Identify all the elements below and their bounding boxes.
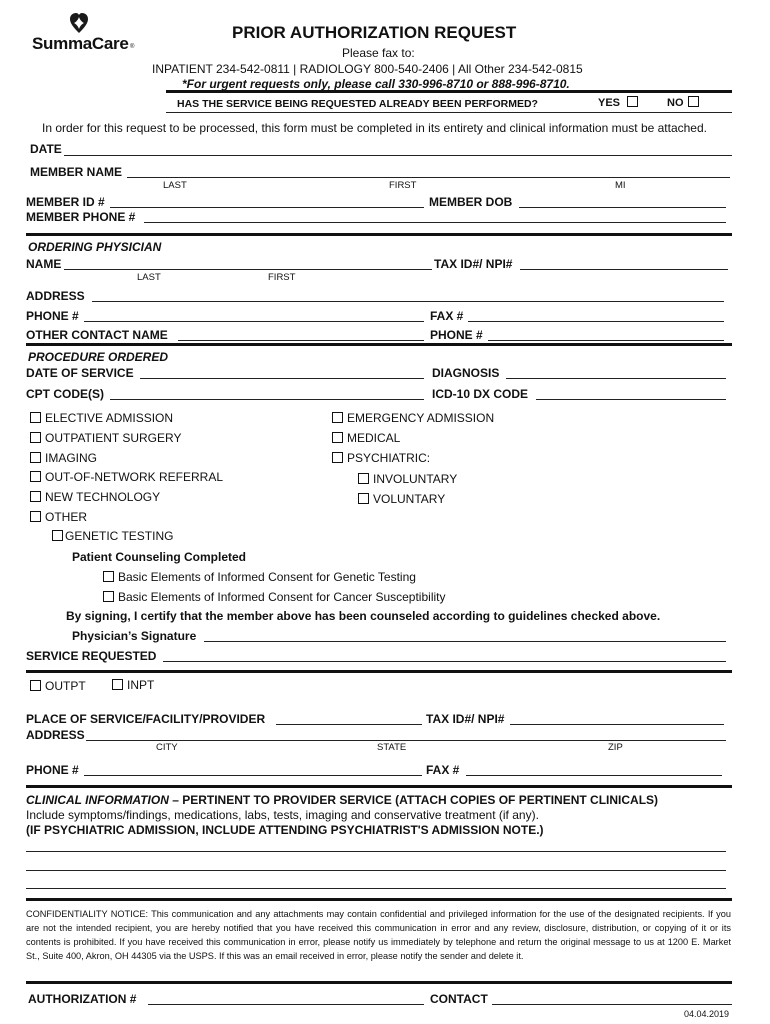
checkbox[interactable] [30,471,41,482]
cpt-label: CPT CODE(S) [26,387,104,401]
option-medical[interactable] [332,431,400,445]
authorization-field[interactable] [148,1004,424,1005]
checkbox[interactable] [112,679,123,690]
facility-phone-field[interactable] [84,775,422,776]
urgent-note: *For urgent requests only, please call 330-996-8710 or 888-996-8710. [182,77,570,91]
physician-fax-label: FAX # [430,309,464,323]
checkbox[interactable] [103,591,114,602]
logo-text: SummaCare [32,34,129,53]
contact-field[interactable] [492,1004,732,1005]
facility-tax-label: TAX ID#/ NPI# [426,712,505,726]
clinical-section-rule [26,898,732,901]
checkbox[interactable] [52,530,63,541]
cpt-field[interactable] [110,399,424,400]
physician-first-sub: FIRST [268,272,296,283]
checkbox[interactable] [30,432,41,443]
contact-label: CONTACT [430,992,488,1006]
option-label: OUTPT [45,679,86,693]
option-outpt[interactable] [30,679,86,693]
physician-address-field[interactable] [92,301,724,302]
checkbox[interactable] [358,473,369,484]
option-label: Basic Elements of Informed Consent for Cancer Susceptibility [118,590,446,604]
option-involuntary[interactable] [358,472,457,486]
physician-tax-field[interactable] [520,269,728,270]
service-requested-label: SERVICE REQUESTED [26,649,157,663]
option-label: INVOLUNTARY [373,472,458,486]
other-contact-label: OTHER CONTACT NAME [26,328,168,342]
facility-fax-field[interactable] [466,775,722,776]
physician-section-title: ORDERING PHYSICIAN [28,240,162,254]
header-rule [166,90,732,93]
form-version: 04.04.2019 [684,1009,730,1019]
performed-rule [166,112,732,113]
procedure-section-title: PROCEDURE ORDERED [28,350,169,364]
zip-sub: ZIP [608,742,623,753]
signature-field[interactable] [204,641,726,642]
date-label: DATE [30,142,62,156]
physician-fax-field[interactable] [468,321,724,322]
summacare-heart-icon [69,12,89,34]
member-phone-field[interactable] [144,222,726,223]
option-new-technology[interactable] [30,490,160,504]
option-label: OUTPATIENT SURGERY [45,431,182,445]
checkbox[interactable] [332,452,343,463]
facility-fax-label: FAX # [426,763,460,777]
option-emergency-admission[interactable] [332,411,494,425]
member-last-sub: LAST [163,180,187,191]
place-of-service-field[interactable] [276,724,422,725]
option-psychiatric[interactable] [332,451,430,465]
diagnosis-field[interactable] [506,378,726,379]
checkbox[interactable] [30,491,41,502]
dos-field[interactable] [140,378,424,379]
intro-text: In order for this request to be processed, this form must be completed in its entirety and clinical information must be attached. [42,121,707,135]
member-name-label: MEMBER NAME [30,165,122,179]
option-consent-genetic[interactable] [103,570,416,584]
facility-address-label: ADDRESS [26,728,85,742]
member-dob-label: MEMBER DOB [429,195,513,209]
option-genetic-testing[interactable] [52,529,173,543]
option-imaging[interactable] [30,451,97,465]
logo [32,12,142,56]
fax-intro: Please fax to: [342,46,415,60]
yes-label: YES [598,97,621,109]
clinical-title [26,793,658,807]
dos-label: DATE OF SERVICE [26,366,134,380]
confidentiality-rule [26,981,732,984]
physician-tax-label: TAX ID#/ NPI# [434,257,513,271]
physician-address-label: ADDRESS [26,289,85,303]
facility-address-field[interactable] [86,740,726,741]
clinical-include-text: Include symptoms/findings, medications, labs, tests, imaging and conservative treatment (if any). [26,808,539,822]
option-label: EMERGENCY ADMISSION [347,411,495,425]
clinical-line-3[interactable] [26,888,726,889]
physician-phone-label: PHONE # [26,309,79,323]
yes-checkbox[interactable] [627,96,638,107]
city-sub: CITY [156,742,178,753]
clinical-line-1[interactable] [26,851,726,852]
place-of-service-label: PLACE OF SERVICE/FACILITY/PROVIDER [26,712,266,726]
checkbox[interactable] [30,511,41,522]
service-requested-field[interactable] [163,661,726,662]
form-title: PRIOR AUTHORIZATION REQUEST [232,23,517,42]
icd-label: ICD-10 DX CODE [432,387,529,401]
diagnosis-label: DIAGNOSIS [432,366,500,380]
option-out-of-network[interactable] [30,470,223,484]
certify-statement: By signing, I certify that the member above has been counseled according to guidelines checked above. [66,609,661,623]
option-other[interactable] [30,510,87,524]
option-label: OTHER [45,510,87,524]
member-mi-sub: MI [615,180,626,191]
checkbox[interactable] [103,571,114,582]
other-phone-field[interactable] [488,340,724,341]
clinical-title-rest: – PERTINENT TO PROVIDER SERVICE (ATTACH COPIES OF PERTINENT CLINICALS) [168,793,659,807]
clinical-psych-note: (IF PSYCHIATRIC ADMISSION, INCLUDE ATTENDING PSYCHIATRIST'S ADMISSION NOTE.) [26,823,544,837]
physician-name-field[interactable] [64,269,432,270]
counseling-title: Patient Counseling Completed [72,550,247,564]
performed-yes [598,96,642,109]
checkbox[interactable] [332,432,343,443]
member-name-field[interactable] [127,177,730,178]
other-contact-field[interactable] [178,340,424,341]
facility-phone-label: PHONE # [26,763,79,777]
checkbox[interactable] [30,412,41,423]
facility-section-rule [26,785,732,788]
facility-tax-field[interactable] [510,724,724,725]
icd-field[interactable] [536,399,726,400]
service-section-rule [26,670,732,673]
option-label: OUT-OF-NETWORK REFERRAL [45,470,224,484]
option-label: Basic Elements of Informed Consent for Genetic Testing [118,570,416,584]
checkbox[interactable] [332,412,343,423]
confidentiality-notice: CONFIDENTIALITY NOTICE: This communication and any attachments may contain confidential and privileged information for the use of the designated recipients. If you are not the intended recipient, you are hereby notified that you have received this communication in error and any review, disclosure, distribution, or copying of it or its contents is prohibited. If you have received this communication in error, please notify us immediately by telephone and return the original message to us at 1200 E. Market St., Suite 400, Akron, OH 44305 via the USPS. If this was an email received in error, please notify the sender and delete it. [26,909,731,961]
member-section-rule [26,233,732,236]
signature-label: Physician’s Signature [72,629,197,643]
state-sub: STATE [377,742,407,753]
performed-no [667,96,703,109]
checkbox[interactable] [30,452,41,463]
physician-name-label: NAME [26,257,62,271]
no-checkbox[interactable] [688,96,699,107]
date-field[interactable] [64,155,732,156]
option-consent-cancer[interactable] [103,590,445,604]
checkbox[interactable] [30,680,41,691]
authorization-label: AUTHORIZATION # [28,992,137,1006]
option-elective-admission[interactable] [30,411,173,425]
option-outpatient-surgery[interactable] [30,431,181,445]
clinical-title-italic: CLINICAL INFORMATION [26,793,169,807]
option-label: GENETIC TESTING [65,529,174,543]
logo-mark: ® [130,44,135,50]
option-label: MEDICAL [347,431,401,445]
fax-numbers: INPATIENT 234-542-0811 | RADIOLOGY 800-540-2406 | All Other 234-542-0815 [152,62,583,76]
option-inpt[interactable] [112,678,154,692]
performed-question: HAS THE SERVICE BEING REQUESTED ALREADY BEEN PERFORMED? [177,98,538,110]
member-id-label: MEMBER ID # [26,195,105,209]
physician-last-sub: LAST [137,272,161,283]
option-label: NEW TECHNOLOGY [45,490,161,504]
member-phone-label: MEMBER PHONE # [26,210,136,224]
member-first-sub: FIRST [389,180,417,191]
clinical-line-2[interactable] [26,870,726,871]
option-label: IMAGING [45,451,98,465]
other-phone-label: PHONE # [430,328,483,342]
checkbox[interactable] [358,493,369,504]
physician-phone-field[interactable] [84,321,424,322]
option-label: VOLUNTARY [373,492,446,506]
option-label: INPT [127,678,155,692]
member-id-field[interactable] [110,207,424,208]
option-voluntary[interactable] [358,492,445,506]
option-label: ELECTIVE ADMISSION [45,411,174,425]
member-dob-field[interactable] [519,207,726,208]
physician-section-rule [26,343,732,346]
option-label: PSYCHIATRIC: [347,451,431,465]
no-label: NO [667,97,684,109]
